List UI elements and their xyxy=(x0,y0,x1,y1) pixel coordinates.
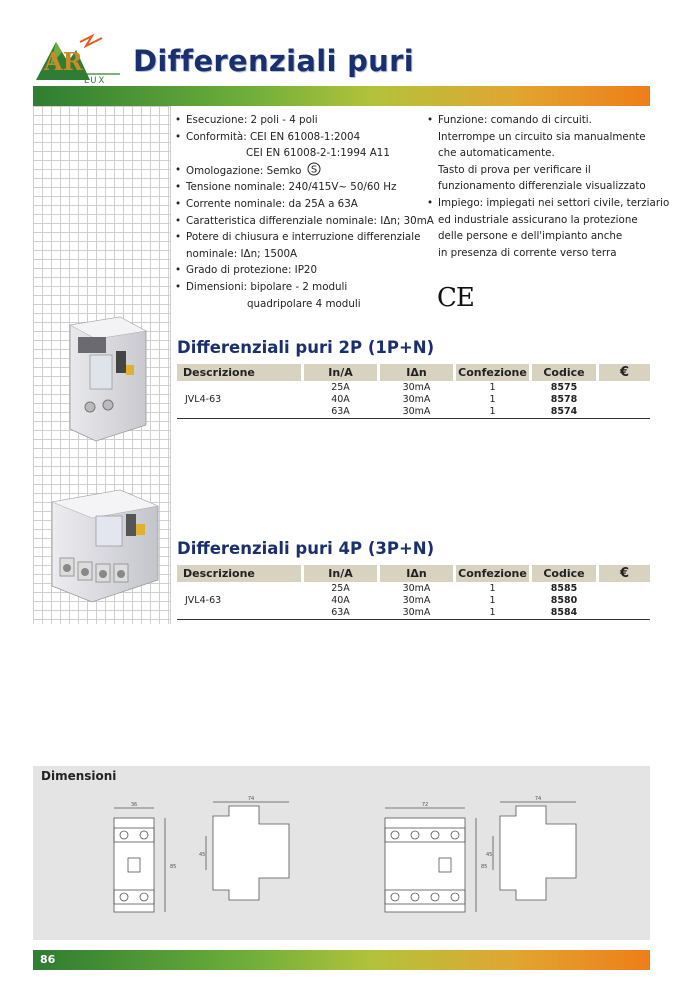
col-header-idn: IΔn xyxy=(380,364,453,381)
spec-item: • Corrente nominale: da 25A a 63A xyxy=(175,196,434,213)
section-title-4p: Differenziali puri 4P (3P+N) xyxy=(177,539,435,558)
table-header-4p xyxy=(177,565,650,582)
semko-icon xyxy=(307,162,321,176)
spec-item: Tasto di prova per verificare il xyxy=(438,163,591,176)
col-header-euro: € xyxy=(599,364,650,381)
spec-item: nominale: IΔn; 1500A xyxy=(186,247,298,260)
spec-item: • Omologazione: Semko S xyxy=(175,162,434,180)
spec-item: quadripolare 4 moduli xyxy=(247,297,361,310)
model-cell: JVL4-63 xyxy=(185,394,222,405)
page-title: Differenziali puri xyxy=(133,44,414,78)
header-color-bar xyxy=(33,86,650,106)
svg-text:LUX: LUX xyxy=(84,76,107,84)
brand-logo xyxy=(34,32,122,84)
spec-item: • Funzione: comando di circuiti. xyxy=(427,112,669,129)
product-photo-4p xyxy=(46,488,162,608)
table-body-4p: JVL4-63 25A 30mA 1 8585 40A 30mA 1 8580 63A 30mA 1 8584 xyxy=(185,583,578,618)
svg-text:85: 85 xyxy=(170,864,177,870)
svg-text:74: 74 xyxy=(534,796,542,802)
spec-item: • Conformità: CEI EN 61008-1:2004 xyxy=(175,129,434,146)
spec-item: • Grado di protezione: IP20 xyxy=(175,262,434,279)
svg-text:AR: AR xyxy=(44,47,83,76)
col-header-codice: Codice xyxy=(532,565,596,582)
col-header-euro: € xyxy=(599,565,650,582)
svg-text:85: 85 xyxy=(481,864,488,870)
svg-text:S: S xyxy=(310,164,317,176)
svg-text:74: 74 xyxy=(247,796,255,802)
spec-item: • Tensione nominale: 240/415V~ 50/60 Hz xyxy=(175,179,434,196)
table-rule-2p xyxy=(177,418,650,419)
spec-item: CEI EN 61008-2-1:1994 A11 xyxy=(246,147,390,160)
col-header-idn: IΔn xyxy=(380,565,453,582)
svg-text:72: 72 xyxy=(421,802,429,808)
col-header-descrizione: Descrizione xyxy=(177,364,301,381)
spec-item: Interrompe un circuito sia manualmente xyxy=(438,130,646,143)
spec-item: ed industriale assicurano la protezione xyxy=(438,213,638,226)
col-header-confezione: Confezione xyxy=(456,565,529,582)
col-header-descrizione: Descrizione xyxy=(177,565,301,582)
dimensions-title: Dimensioni xyxy=(41,769,117,783)
spec-item: • Potere di chiusura e interruzione differenziale xyxy=(175,229,434,246)
table-header-2p xyxy=(177,364,650,381)
spec-item: delle persone e dell'impianto anche xyxy=(438,230,623,243)
svg-text:45: 45 xyxy=(199,852,206,858)
specs-left xyxy=(175,112,434,312)
footer-color-bar xyxy=(33,950,650,970)
spec-item: • Dimensioni: bipolare - 2 moduli xyxy=(175,279,434,296)
page-number: 86 xyxy=(40,953,56,966)
spec-item: funzionamento differenziale visualizzato xyxy=(438,180,646,193)
section-title-2p: Differenziali puri 2P (1P+N) xyxy=(177,338,435,357)
table-rule-4p xyxy=(177,619,650,620)
svg-text:36: 36 xyxy=(130,802,138,808)
dimensions-panel xyxy=(33,766,650,940)
ce-mark-icon: CE xyxy=(437,283,474,313)
col-header-confezione: Confezione xyxy=(456,364,529,381)
model-cell: JVL4-63 xyxy=(185,595,222,606)
spec-item: che automaticamente. xyxy=(438,147,555,160)
spec-item: • Esecuzione: 2 poli - 4 poli xyxy=(175,112,434,129)
spec-item: • Impiego: impiegati nei settori civile, terziario xyxy=(427,195,669,212)
col-header-in: In/A xyxy=(304,364,377,381)
product-photo-2p xyxy=(60,315,150,445)
col-header-codice: Codice xyxy=(532,364,596,381)
spec-item: • Caratteristica differenziale nominale: IΔn; 30mA xyxy=(175,213,434,230)
svg-text:45: 45 xyxy=(486,852,493,858)
dimension-drawings xyxy=(33,766,650,940)
table-body-2p: JVL4-63 25A 30mA 1 8575 40A 30mA 1 8578 63A 30mA 1 8574 xyxy=(185,382,578,417)
col-header-in: In/A xyxy=(304,565,377,582)
specs-right xyxy=(427,112,669,261)
spec-item: in presenza di corrente verso terra xyxy=(438,246,617,259)
